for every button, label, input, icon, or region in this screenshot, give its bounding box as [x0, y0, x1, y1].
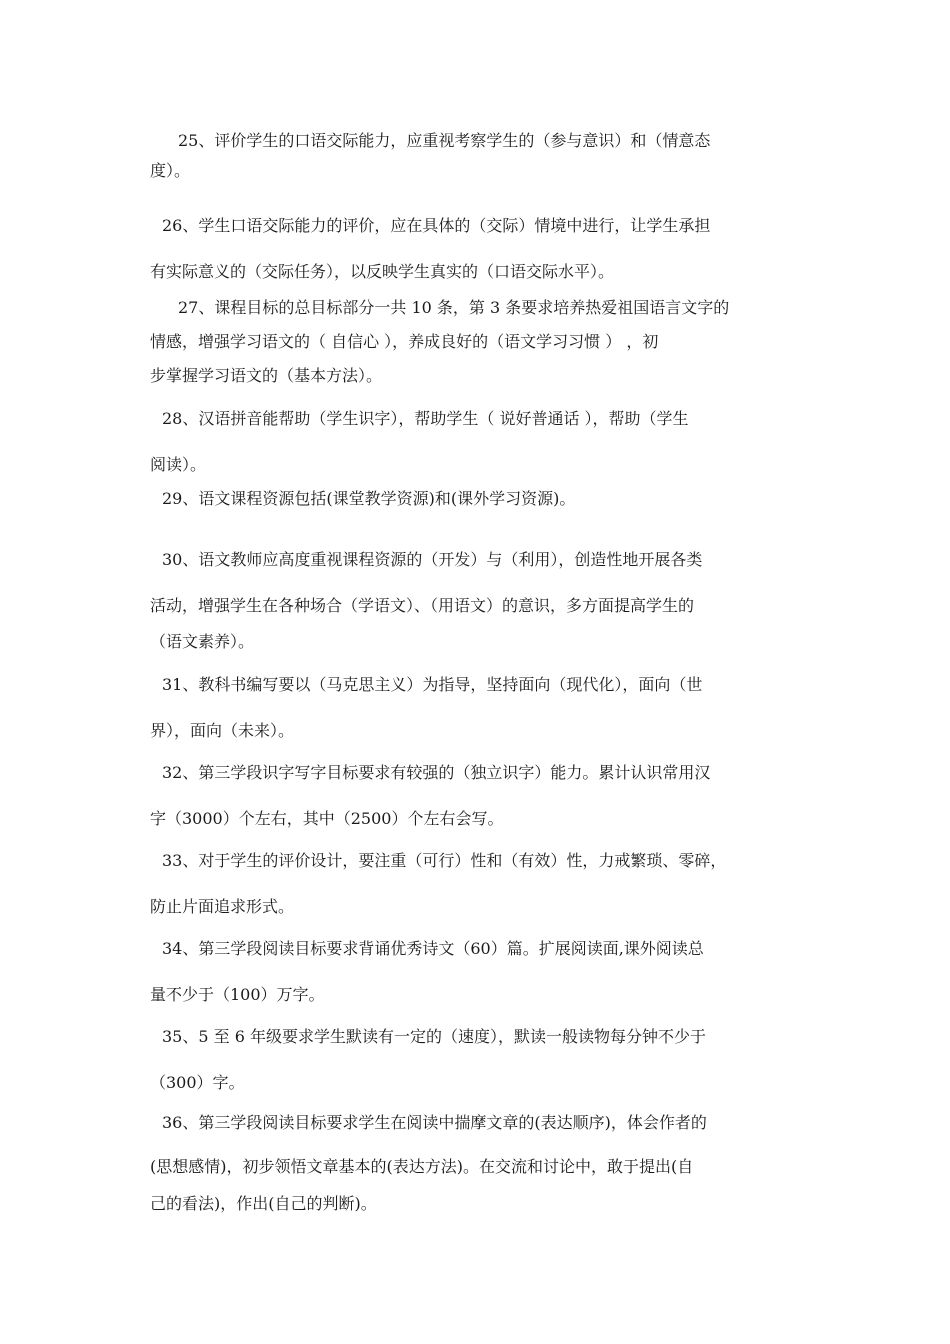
- item-30: [150, 542, 800, 660]
- item-32: [150, 750, 800, 842]
- item-33-line-2: 防止片面追求形式。: [150, 897, 295, 916]
- item-34-line-1: 34、第三学段阅读目标要求背诵优秀诗文（60）篇。扩展阅读面,课外阅读总: [162, 939, 704, 958]
- item-36-line-3: 己的看法)，作出(自己的判断)。: [150, 1194, 377, 1213]
- item-35-line-2: （300）字。: [150, 1073, 245, 1092]
- item-28: [150, 396, 800, 488]
- item-30-line-1: 30、语文教师应高度重视课程资源的（开发）与（利用），创造性地开展各类: [162, 550, 703, 569]
- item-33-line-1: 33、对于学生的评价设计，要注重（可行）性和（有效）性，力戒繁琐、零碎，: [162, 851, 727, 870]
- item-31-line-2: 界），面向（未来）。: [150, 721, 295, 740]
- item-27-line-2: 情感，增强学习语文的（ 自信心 ），养成良好的（语文学习习惯 ） ，初: [150, 332, 659, 351]
- item-29-line-1: 29、语文课程资源包括(课堂教学资源)和(课外学习资源)。: [162, 489, 576, 508]
- item-30-line-2: 活动，增强学生在各种场合（学语文）、（用语文）的意识，多方面提高学生的: [150, 596, 695, 615]
- item-34: [150, 926, 800, 1018]
- item-35-line-1: 35、5 至 6 年级要求学生默读有一定的（速度），默读一般读物每分钟不少于: [162, 1027, 706, 1046]
- item-27: [150, 291, 800, 393]
- item-31-line-1: 31、教科书编写要以（马克思主义）为指导，坚持面向（现代化），面向（世: [162, 675, 703, 694]
- item-26-line-1: 26、学生口语交际能力的评价，应在具体的（交际）情境中进行，让学生承担: [162, 216, 711, 235]
- item-30-line-3: （语文素养）。: [150, 632, 255, 651]
- item-26-line-2: 有实际意义的（交际任务），以反映学生真实的（口语交际水平）。: [150, 262, 615, 281]
- item-27-line-1: 27、课程目标的总目标部分一共 10 条，第 3 条要求培养热爱祖国语言文字的: [178, 298, 730, 317]
- item-36-line-1: 36、第三学段阅读目标要求学生在阅读中揣摩文章的(表达顺序)，体会作者的: [162, 1113, 707, 1132]
- item-32-line-1: 32、第三学段识字写字目标要求有较强的（独立识字）能力。累计认识常用汉: [162, 763, 711, 782]
- item-29: [150, 484, 800, 514]
- item-35: [150, 1014, 800, 1106]
- item-36: [150, 1102, 800, 1222]
- item-32-line-2: 字（3000）个左右，其中（2500）个左右会写。: [150, 809, 504, 828]
- item-28-line-1: 28、汉语拼音能帮助（学生识字），帮助学生（ 说好普通话 ），帮助（学生: [162, 409, 689, 428]
- item-25-line-2: 度）。: [150, 161, 191, 180]
- item-25: [150, 126, 800, 186]
- item-25-line-1: 25、评价学生的口语交际能力，应重视考察学生的（参与意识）和（情意态: [178, 131, 711, 150]
- item-27-line-3: 步掌握学习语文的（基本方法）。: [150, 366, 383, 385]
- item-28-line-2: 阅读）。: [150, 455, 207, 474]
- item-26: [150, 203, 800, 295]
- item-36-line-2: (思想感情)，初步领悟文章基本的(表达方法)。在交流和讨论中，敢于提出(自: [150, 1157, 694, 1176]
- item-31: [150, 662, 800, 754]
- item-34-line-2: 量不少于（100）万字。: [150, 985, 325, 1004]
- item-33: [150, 838, 800, 930]
